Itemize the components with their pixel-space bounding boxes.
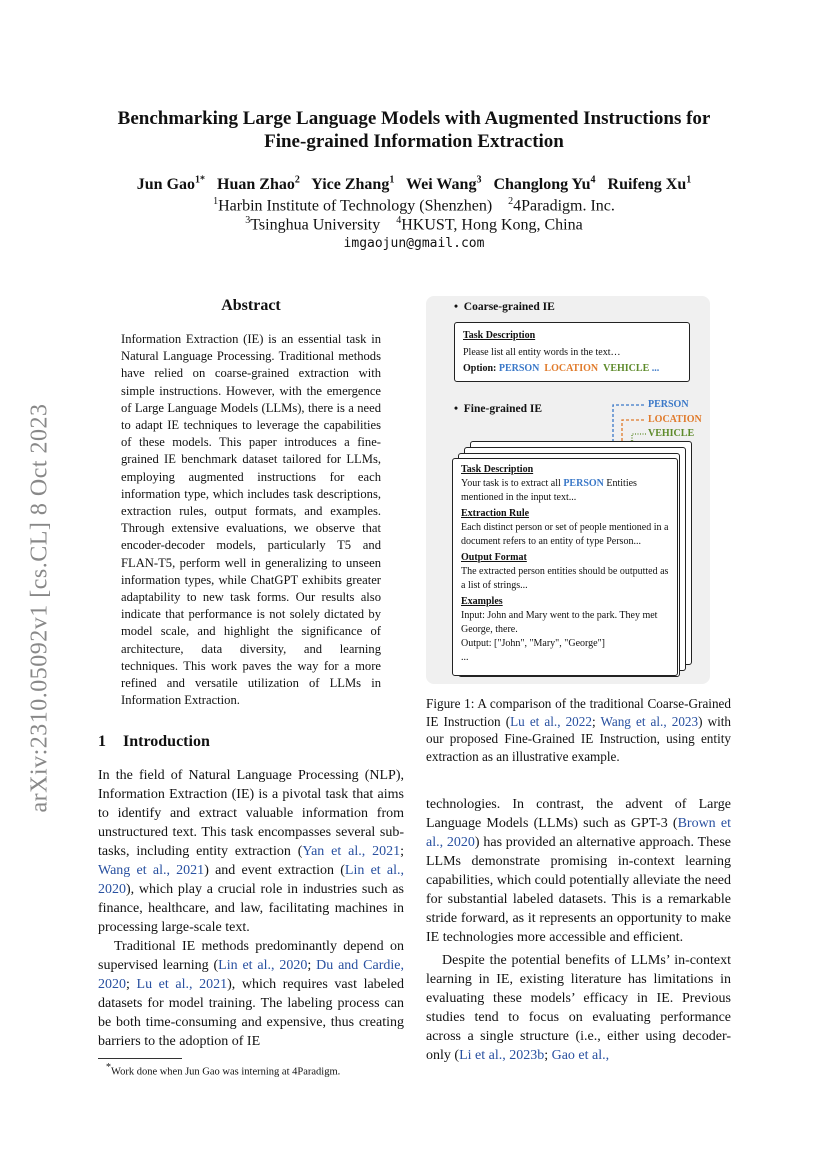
right-column-body: [426, 795, 731, 1065]
intro-paragraph: Traditional IE methods predominantly depend on supervised learning (Lin et al., 2020; Du and Cardie, 2020; Lu et al., 2021), which requires vast labeled datasets for model training. The labeling process can be both time-consuming and expensive, thus creating barriers to the adoption of IE: [98, 939, 404, 1049]
author: Ruifeng Xu$^1$: [607, 175, 692, 194]
card-heading: Examples: [461, 596, 503, 607]
author: Yice Zhang$^1$: [311, 175, 395, 194]
person-tag: PERSON: [648, 399, 689, 410]
citation-link[interactable]: Brown et al., 2020: [426, 816, 731, 850]
fine-instruction-card: [452, 458, 678, 676]
citation-link[interactable]: Yan et al., 2021: [302, 844, 401, 859]
citation-link[interactable]: Lin et al., 2020: [98, 863, 404, 897]
citation-link[interactable]: Li et al., 2023b: [459, 1048, 545, 1063]
card-text: The extracted person entities should be outputted as a list of strings...: [461, 566, 669, 591]
figure-1: [426, 296, 710, 684]
citation-link[interactable]: Gao et al.,: [551, 1048, 610, 1063]
arxiv-id: arXiv:2310.05092v1 [cs.CL] 8 Oct 2023: [26, 403, 53, 813]
coarse-grained-label: • Coarse-grained IE: [454, 301, 555, 313]
author-email[interactable]: imgaojun@gmail.com: [343, 236, 485, 251]
affiliation-line-1: $^1$Harbin Institute of Technology (Shenzhen) $^2$4Paradigm. Inc.: [213, 196, 615, 215]
location-tag: LOCATION: [648, 414, 702, 425]
left-column-body: [98, 766, 404, 1051]
card-text: Your task is to extract all PERSON Entities mentioned in the input text...: [461, 478, 637, 503]
abstract-heading: Abstract: [221, 297, 281, 314]
body-paragraph: technologies. In contrast, the advent of Large Language Models (LLMs) such as GPT-3 (Brown et al., 2020) has provided an alternative approach. These LLMs demonstrate promising in-context learning capabilities, which could potentially alleviate the need for substantial labeled datasets. This is a remarkable stride forward, as it represents an opportunity to make IE technologies more accessible and efficient.: [426, 797, 732, 945]
author: Jun Gao$^{1*}$: [136, 175, 206, 194]
section-number: 1: [98, 733, 106, 750]
paper-title: [0, 107, 828, 153]
card-text: Each distinct person or set of people mentioned in a document refers to an entity of type Person...: [461, 522, 669, 547]
section-title: Introduction: [123, 733, 210, 750]
citation-link[interactable]: Wang et al., 2023: [600, 713, 699, 729]
card-heading: Task Description: [461, 464, 534, 475]
citation-link[interactable]: Lu et al., 2021: [136, 977, 228, 992]
footnote: *Work done when Jun Gao was interning at 4Paradigm.: [106, 1062, 341, 1078]
footnote-rule: [98, 1058, 182, 1059]
title-line-1: Benchmarking Large Language Models with Augmented Instructions for: [117, 108, 711, 129]
card-text: ...: [461, 652, 469, 663]
citation-link[interactable]: Wang et al., 2021: [98, 863, 205, 878]
author: Huan Zhao$^2$: [217, 175, 300, 194]
card-heading: Extraction Rule: [461, 508, 530, 519]
body-paragraph: Despite the potential benefits of LLMs’ in-context learning in IE, existing literature has limitations in evaluating these models’ efficacy in IE. Previous studies tend to focus on evaluating performance across a single structure (i.e., either using decoder-only (Li et al., 2023b; Gao et al.,: [426, 953, 731, 1063]
intro-paragraph: In the field of Natural Language Processing (NLP), Information Extraction (IE) is a pivotal task that aims to identify and extract valuable information from unstructured text. This task encompasses several sub-tasks, including entity extraction (Yan et al., 2021; Wang et al., 2021) and event extraction (Lin et al., 2020), which play a crucial role in industries such as finance, healthcare, and law, facilitating machines in processing large-scale text.: [98, 768, 404, 935]
card-heading: Output Format: [461, 552, 527, 563]
option-line: Option: PERSON LOCATION VEHICLE ...: [463, 363, 660, 374]
section-heading: [98, 733, 210, 751]
arxiv-watermark: [10, 373, 70, 843]
title-line-2: Fine-grained Information Extraction: [264, 131, 564, 152]
author-list: [0, 175, 828, 194]
author: Wei Wang$^3$: [406, 175, 482, 194]
card-text: Output: ["John", "Mary", "George"]: [461, 638, 606, 649]
citation-link[interactable]: Lu et al., 2022: [510, 713, 592, 729]
affiliation-line-2: $^3$Tsinghua University $^4$HKUST, Hong Kong, China: [245, 215, 583, 234]
author: Changlong Yu$^4$: [493, 175, 596, 194]
card-text: Please list all entity words in the text…: [463, 347, 621, 358]
citation-link[interactable]: Lin et al., 2020: [218, 958, 308, 973]
vehicle-tag: VEHICLE: [648, 428, 695, 439]
figure-caption: Figure 1: A comparison of the traditional Coarse-Grained IE Instruction (Lu et al., 2022; Wang et al., 2023) with our proposed Fine-Grained IE Instruction, using entity extraction as an illustrative example.: [426, 696, 732, 764]
fine-grained-label: • Fine-grained IE: [454, 403, 543, 415]
abstract-text: Information Extraction (IE) is an essential task in Natural Language Processing. Traditional methods have relied on coarse-grained extraction with simple instructions. However, with the emergence of Large Language Models (LLMs), there is a need to adapt IE techniques to leverage the capabilities of these models. This paper introduces a fine-grained IE benchmark dataset tailored for LLMs, employing augmented instructions for each information type, which includes task descriptions, extraction rules, output formats, and examples. Through extensive evaluations, we observe that encoder-decoder models, particularly T5 and FLAN-T5, perform well in generalizing to unseen information types, while ChatGPT exhibits greater adaptability to new task forms. Our results also indicate that performance is not solely dictated by model scale, and highlight the significance of architecture, data diversity, and learning techniques. This work paves the way for a more refined and versatile utilization of LLMs in Information Extraction.: [121, 332, 381, 708]
card-text: Input: John and Mary went to the park. They met George, there.: [461, 610, 658, 635]
citation-link[interactable]: Du and Cardie, 2020: [98, 958, 404, 992]
card-heading: Task Description: [463, 330, 536, 341]
